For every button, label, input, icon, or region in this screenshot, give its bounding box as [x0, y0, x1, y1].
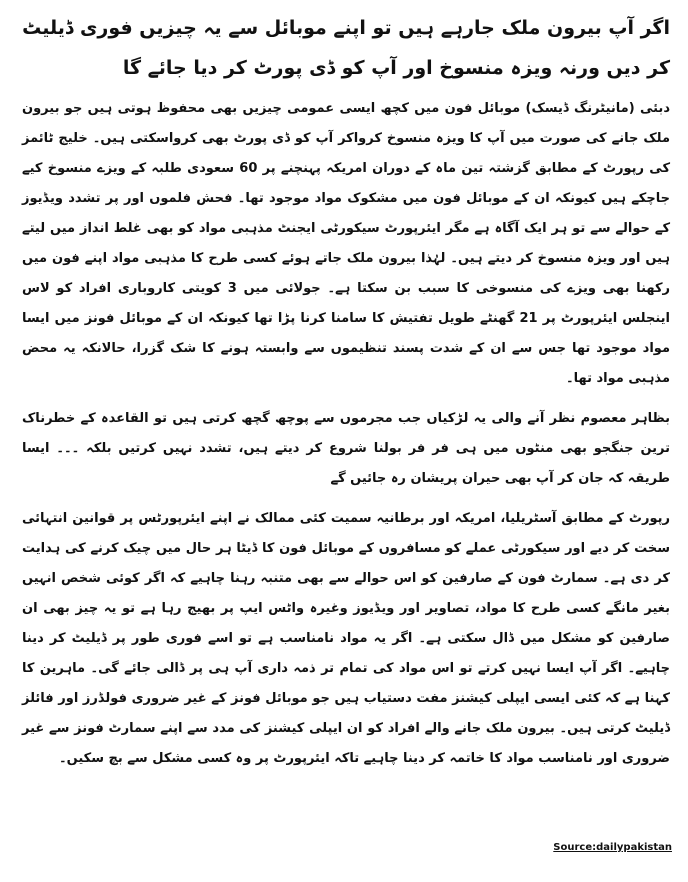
article-paragraph-1: دبئی (مانیٹرنگ ڈیسک) موبائل فون میں کچھ ایسی عمومی چیزیں بھی محفوظ ہوتی ہیں جو بیرون ملک جانے کی صورت میں آپ کا ویزہ منسوخ کرواکر آپ کو ڈی پورٹ بھی کرواسکتی ہیں۔ خلیج ٹائمز کی رپورٹ کے مطابق گزشتہ تین ماہ کے دوران امریکہ پہنچنے پر 60 سعودی طلبہ کے ویزے منسوخ کیے جاچکے ہیں کیونکہ ان کے موبائل فون میں مشکوک مواد موجود تھا۔ فحش فلموں اور پر تشدد ویڈیوز کے حوالے سے تو ہر ایک آگاہ ہے مگر ایئرپورٹ سیکورٹی ایجنٹ مذہبی مواد کو بھی غلط انداز میں لیتے ہیں اور ویزہ منسوخ کر دیتے ہیں۔ لہٰذا بیرون ملک جاتے ہوئے کسی طرح کا مذہبی مواد اپنے فون میں رکھنا بھی ویزے کی منسوخی کا سبب بن سکتا ہے۔ جولائی میں 3 کویتی کاروباری افراد کو لاس اینجلس ایئرپورٹ پر 21 گھنٹے طویل تفتیش کا سامنا کرنا پڑا تھا کیونکہ ان کے موبائل فونز میں ایسا مواد موجود تھا جس سے ان کے شدت پسند تنظیموں سے وابستہ ہونے کا شک گزرا، حالانکہ یہ محض مذہبی مواد تھا۔ [22, 101, 670, 386]
source-credit: Source:dailypakistan [553, 842, 672, 853]
article-paragraph-2: بظاہر معصوم نظر آنے والی یہ لڑکیاں جب مجرموں سے پوچھ گچھ کرتی ہیں تو القاعدہ کے خطرناک ترین جنگجو بھی منٹوں میں ہی فر فر بولنا شروع کر دیتے ہیں، تشدد نہیں کرتیں بلکہ ۔۔۔ ایسا طریقہ کہ جان کر آپ بھی حیران پریشان رہ جائیں گے [22, 411, 670, 486]
article-paragraph-3: رپورٹ کے مطابق آسٹریلیا، امریکہ اور برطانیہ سمیت کئی ممالک نے اپنے ایئرپورٹس پر قوانین انتہائی سخت کر دیے اور سیکورٹی عملے کو مسافروں کے موبائل فون کا ڈیٹا ہر حال میں چیک کرنے کی ہدایت کر دی ہے۔ سمارٹ فون کے صارفین کو اس حوالے سے بھی متنبہ رہنا چاہیے کہ اگر کوئی شخص انہیں بغیر مانگے کسی طرح کا مواد، تصاویر اور ویڈیوز وغیرہ واٹس ایپ پر بھیج رہا ہے تو یہ چیز بھی ان صارفین کو مشکل میں ڈال سکتی ہے۔ اگر یہ مواد نامناسب ہے تو اسے فوری طور پر ڈیلیٹ کر دینا چاہیے۔ اگر آپ ایسا نہیں کرتے تو اس مواد کی تمام تر ذمہ داری آپ ہی پر ڈالی جائے گی۔ ماہرین کا کہنا ہے کہ کئی ایسی ایپلی کیشنز مفت دستیاب ہیں جو موبائل فونز کے غیر ضروری فولڈرز اور فائلز ڈیلیٹ کرتی ہیں۔ بیرون ملک جانے والے افراد کو ان ایپلی کیشنز کی مدد سے اپنے سمارٹ فونز سے غیر ضروری اور نامناسب مواد کا خاتمہ کر دینا چاہیے تاکہ ایئرپورٹ پر وہ کسی مشکل سے بچ سکیں۔ [22, 511, 670, 766]
article [22, 8, 670, 784]
article-headline: اگر آپ بیرون ملک جارہے ہیں تو اپنے موبائل سے یہ چیزیں فوری ڈیلیٹ کر دیں ورنہ ویزہ منسوخ اور آپ کو ڈی پورٹ کر دیا جائے گا [22, 17, 670, 79]
